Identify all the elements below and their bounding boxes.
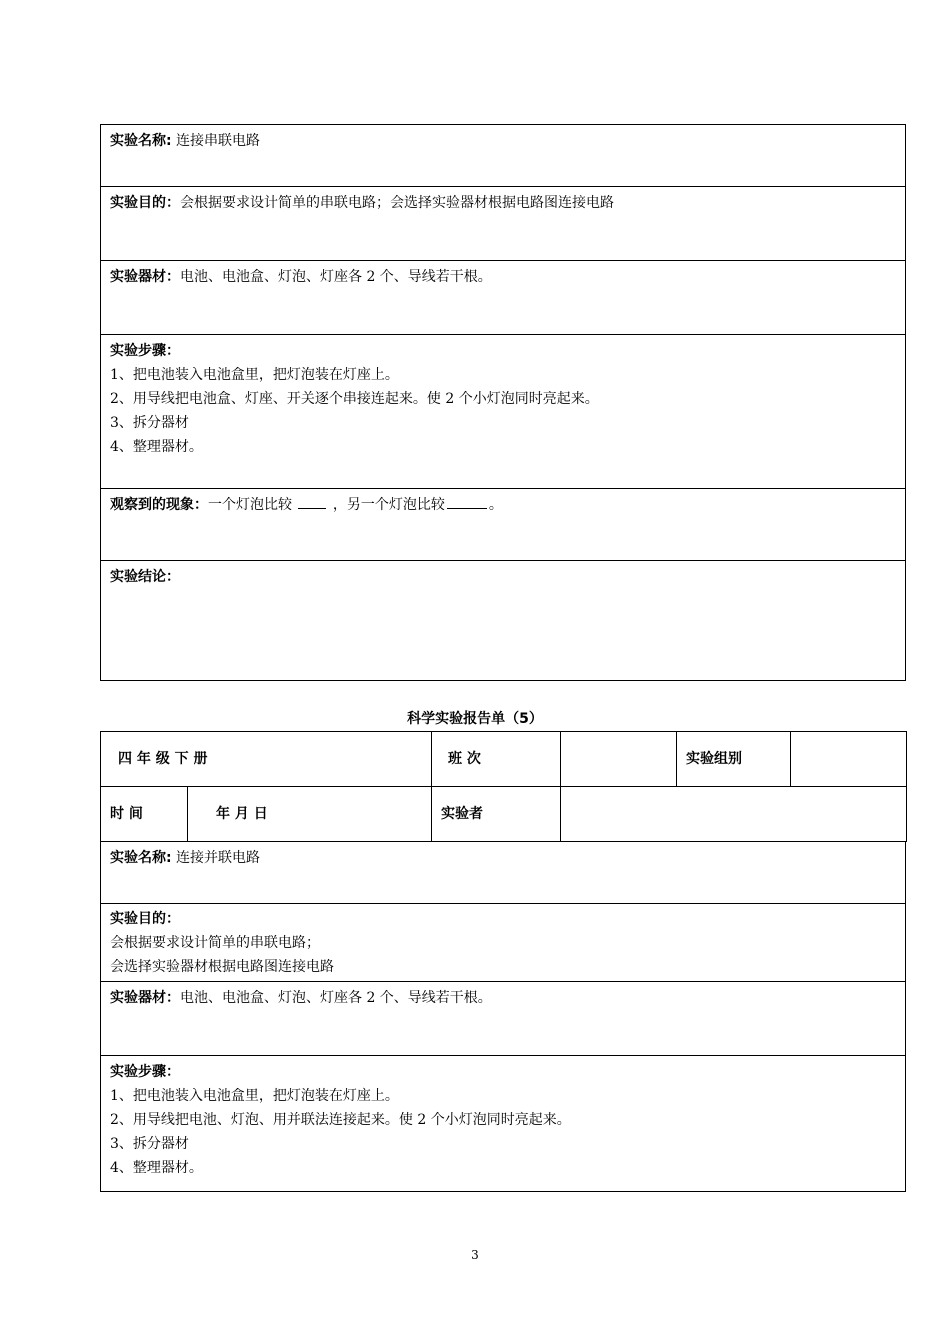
observation-row [101, 489, 906, 561]
name-label: 实验名称: [110, 133, 172, 149]
class-label: 班 次 [432, 732, 561, 787]
date-cell[interactable]: 年 月 日 [188, 787, 432, 842]
observation-blank-1[interactable] [298, 493, 326, 509]
steps-label: 实验步骤： [110, 343, 180, 359]
steps-row [101, 1056, 906, 1192]
name-label: 实验名称: [110, 850, 172, 866]
grade-cell: 四 年 级 下 册 [101, 732, 432, 787]
purpose-label: 实验目的： [110, 195, 180, 211]
group-label: 实验组别 [677, 732, 791, 787]
report-2-title: 科学实验报告单（5） [407, 711, 543, 727]
name-value: 连接串联电路 [171, 133, 261, 149]
materials-row [101, 261, 906, 335]
steps-label: 实验步骤： [110, 1064, 180, 1080]
time-label: 时 间 [101, 787, 188, 842]
step-item: 3、拆分器材 [110, 415, 189, 431]
conclusion-row [101, 561, 906, 681]
observation-text-3: 。 [488, 497, 503, 513]
step-item: 1、把电池装入电池盒里，把灯泡装在灯座上。 [110, 367, 399, 383]
step-item: 4、整理器材。 [110, 439, 203, 455]
experimenter-value-cell[interactable] [561, 787, 907, 842]
observation-blank-2[interactable] [447, 493, 487, 509]
purpose-value: 会根据要求设计简单的串联电路；会选择实验器材根据电路图连接电路 [180, 195, 614, 211]
step-item: 4、整理器材。 [110, 1160, 203, 1176]
purpose-row [101, 187, 906, 261]
name-row [101, 125, 906, 187]
observation-text-1: 一个灯泡比较 [208, 497, 297, 513]
materials-label: 实验器材： [110, 269, 180, 285]
class-value-cell[interactable] [561, 732, 677, 787]
purpose-line: 会选择实验器材根据电路图连接电路 [110, 959, 334, 975]
materials-row [101, 982, 906, 1056]
group-value-cell[interactable] [791, 732, 907, 787]
steps-row [101, 335, 906, 489]
observation-text-2: ，另一个灯泡比较 [328, 497, 445, 513]
report-2-header-table [100, 731, 907, 842]
purpose-line: 会根据要求设计简单的串联电路； [110, 935, 320, 951]
purpose-label: 实验目的： [110, 911, 180, 927]
report-2-table [100, 841, 906, 1192]
step-item: 3、拆分器材 [110, 1136, 189, 1152]
name-value: 连接并联电路 [171, 850, 261, 866]
page-number: 3 [471, 1248, 479, 1262]
purpose-row [101, 904, 906, 982]
observation-label: 观察到的现象： [110, 497, 208, 513]
materials-value: 电池、电池盒、灯泡、灯座各 2 个、导线若干根。 [180, 269, 492, 285]
materials-value: 电池、电池盒、灯泡、灯座各 2 个、导线若干根。 [180, 990, 492, 1006]
name-row [101, 842, 906, 904]
step-item: 1、把电池装入电池盒里，把灯泡装在灯座上。 [110, 1088, 399, 1104]
step-item: 2、用导线把电池、灯泡、用并联法连接起来。使 2 个小灯泡同时亮起来。 [110, 1112, 571, 1128]
experimenter-label: 实验者 [432, 787, 561, 842]
conclusion-label: 实验结论： [110, 569, 180, 585]
materials-label: 实验器材： [110, 990, 180, 1006]
report-1-table [100, 124, 906, 681]
step-item: 2、用导线把电池盒、灯座、开关逐个串接连起来。使 2 个小灯泡同时亮起来。 [110, 391, 599, 407]
